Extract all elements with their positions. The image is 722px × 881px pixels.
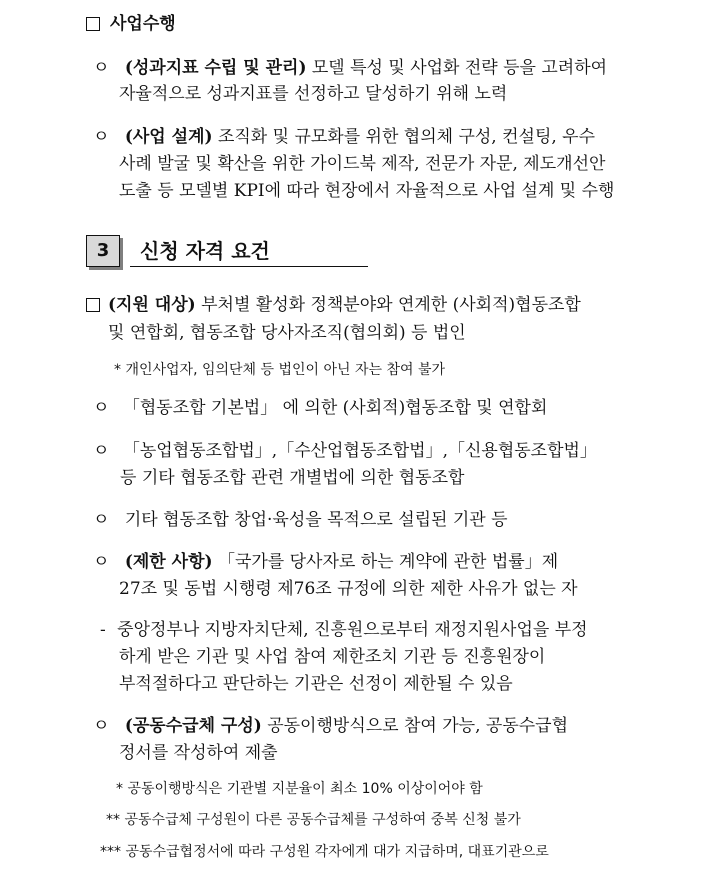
restriction-item: ㅇ (제한 사항) 「국가를 당사자로 하는 계약에 관한 법률」제 xyxy=(93,552,559,572)
circle-bullet: ㅇ xyxy=(93,441,110,461)
section-heading-exec: 사업수행 xyxy=(86,12,176,36)
eligibility-item-1: ㅇ 「협동조합 기본법」 에 의한 (사회적)협동조합 및 연합회 xyxy=(93,398,548,418)
consortium-item: ㅇ (공동수급체 구성) 공동이행방식으로 참여 가능, 공동수급협 xyxy=(93,716,569,736)
exec-item-2-line2: 사례 발굴 및 확산을 위한 가이드북 제작, 전문가 자문, 제도개선안 xyxy=(119,154,606,174)
circle-bullet: ㅇ xyxy=(93,127,110,147)
circle-bullet: ㅇ xyxy=(93,552,110,572)
section-number-badge: 3 xyxy=(86,235,120,267)
exec-item-2-line3: 도출 등 모델별 KPI에 따라 현장에서 자율적으로 사업 설계 및 수행 xyxy=(119,181,615,201)
consortium-note-2: ** 공동수급체 구성원이 다른 공동수급체를 구성하여 중복 신청 불가 xyxy=(106,812,521,828)
exec-item-2: ㅇ (사업 설계) 조직화 및 규모화를 위한 협의체 구성, 컨설팅, 우수 xyxy=(93,127,596,147)
circle-bullet: ㅇ xyxy=(93,58,110,78)
dash-bullet: - xyxy=(100,620,106,640)
eligibility-target: (지원 대상) 부처별 활성화 정책분야와 연계한 (사회적)협동조합 xyxy=(86,293,581,317)
circle-bullet: ㅇ xyxy=(93,716,110,736)
dash-item-line3: 부적절하다고 판단하는 기관은 선정이 제한될 수 있음 xyxy=(119,674,513,694)
section-title: 신청 자격 요건 xyxy=(130,236,368,267)
consortium-note-1: * 공동이행방식은 기관별 지분율이 최소 10% 이상이어야 함 xyxy=(116,781,483,797)
checkbox-square-icon xyxy=(86,298,100,312)
eligibility-target-line2: 및 연합회, 협동조합 당사자조직(협의회) 등 법인 xyxy=(108,323,466,343)
eligibility-item-2-line2: 등 기타 협동조합 관련 개별법에 의한 협동조합 xyxy=(120,468,465,488)
restriction-item-line2: 27조 및 동법 시행령 제76조 규정에 의한 제한 사유가 없는 자 xyxy=(119,579,578,599)
exec-item-1-line2: 자율적으로 성과지표를 선정하고 달성하기 위해 노력 xyxy=(119,84,508,104)
eligibility-note: * 개인사업자, 임의단체 등 법인이 아닌 자는 참여 불가 xyxy=(114,362,446,378)
consortium-item-line2: 정서를 작성하여 제출 xyxy=(119,743,278,763)
eligibility-item-2: ㅇ 「농업협동조합법」,「수산업협동조합법」,「신용협동조합법」 xyxy=(93,441,597,461)
eligibility-item-3: ㅇ 기타 협동조합 창업·육성을 목적으로 설립된 기관 등 xyxy=(93,510,508,530)
dash-item-line2: 하게 받은 기관 및 사업 참여 제한조치 기관 등 진흥원장이 xyxy=(119,647,546,667)
checkbox-square-icon xyxy=(86,17,100,31)
consortium-note-3: *** 공동수급협정서에 따라 구성원 각자에게 대가 지급하며, 대표기관으로 xyxy=(100,844,549,860)
circle-bullet: ㅇ xyxy=(93,510,110,530)
exec-item-1: ㅇ (성과지표 수립 및 관리) 모델 특성 및 사업화 전략 등을 고려하여 xyxy=(93,58,608,78)
circle-bullet: ㅇ xyxy=(93,398,110,418)
dash-item: - 중앙정부나 지방자치단체, 진흥원으로부터 재정지원사업을 부정 xyxy=(100,620,588,640)
